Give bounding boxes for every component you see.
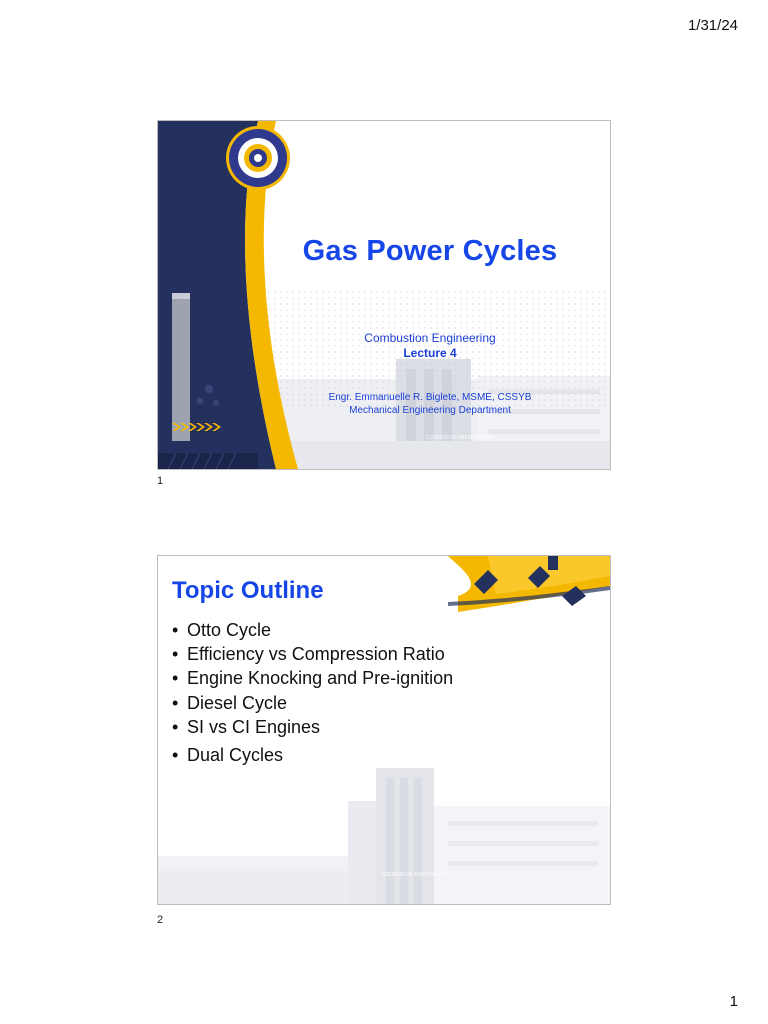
list-item: • Dual Cycles bbox=[172, 743, 453, 767]
page-number: 1 bbox=[729, 993, 738, 1010]
faded-building-photo bbox=[158, 768, 610, 904]
list-item: • Efficiency vs Compression Ratio bbox=[172, 642, 453, 666]
bullet-glyph: • bbox=[172, 620, 179, 640]
list-item: • Otto Cycle bbox=[172, 618, 453, 642]
slide-title: Gas Power Cycles bbox=[302, 235, 558, 267]
list-item: • Diesel Cycle bbox=[172, 691, 453, 715]
department-name: Mechanical Engineering Department bbox=[349, 405, 511, 416]
bullet-glyph: • bbox=[172, 716, 179, 737]
slide-1-title bbox=[157, 120, 611, 470]
svg-text:COLEGIO DE MUNTINLUPA: COLEGIO DE MUNTINLUPA bbox=[382, 872, 447, 878]
lecture-number: Lecture 4 bbox=[403, 346, 457, 360]
slide-1-index: 1 bbox=[157, 475, 164, 487]
course-name: Combustion Engineering bbox=[364, 331, 496, 345]
bullet-glyph: • bbox=[172, 668, 179, 689]
topic-list bbox=[172, 618, 453, 767]
bullet-glyph: • bbox=[172, 745, 179, 766]
list-item: • SI vs CI Engines bbox=[172, 715, 453, 739]
slide-2-topic-outline bbox=[157, 555, 611, 905]
slide-2-index: 2 bbox=[157, 914, 164, 926]
bullet-glyph: • bbox=[172, 644, 179, 665]
bullet-glyph: • bbox=[172, 692, 179, 713]
slide-title: Topic Outline bbox=[172, 577, 324, 604]
svg-text:COLEGIO DE MUNTINLUPA: COLEGIO DE MUNTINLUPA bbox=[426, 435, 491, 441]
list-item: • Engine Knocking and Pre-ignition bbox=[172, 666, 453, 690]
college-seal-logo bbox=[158, 121, 610, 469]
page-date: 1/31/24 bbox=[687, 17, 738, 34]
author-name: Engr. Emmanuelle R. Biglete, MSME, CSSYB bbox=[328, 392, 532, 403]
svg-text:COLEGIO DE MUNTINLUPA bbox=[238, 129, 290, 134]
